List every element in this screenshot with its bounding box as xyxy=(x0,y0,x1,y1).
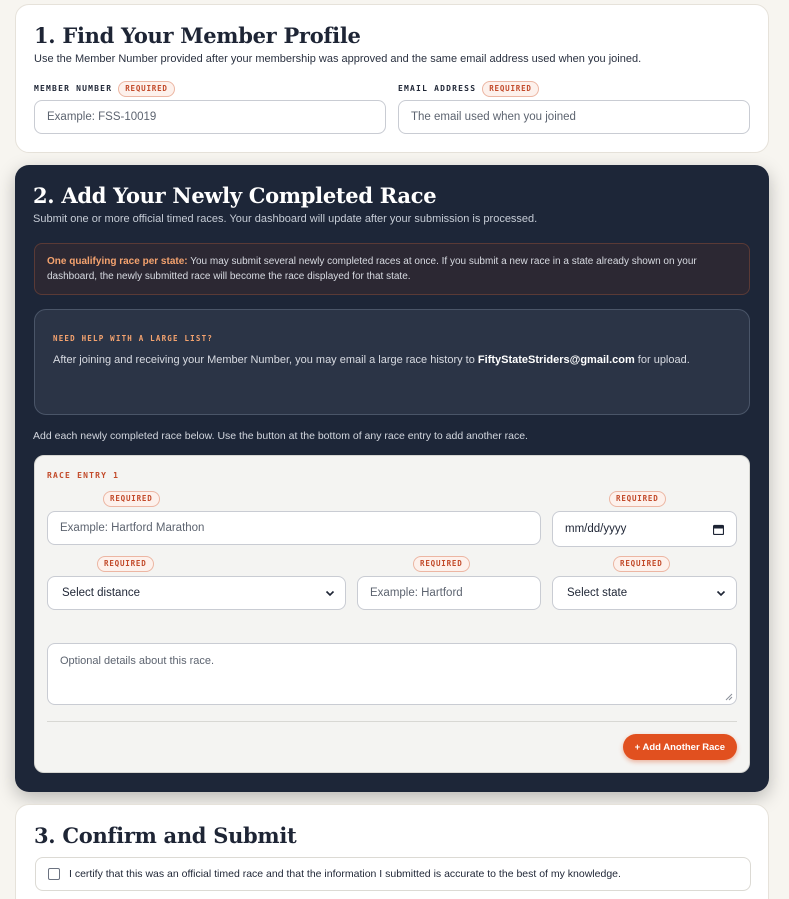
section-title-add-race: 2. Add Your Newly Completed Race xyxy=(33,183,437,208)
member-number-label-row xyxy=(34,81,175,97)
required-badge: REQUIRED xyxy=(413,556,470,572)
required-badge: REQUIRED xyxy=(613,556,670,572)
certify-text: I certify that this was an official timed race and that the information I submitted is accurate to the best of my knowledge. xyxy=(69,868,621,880)
add-another-race-button[interactable]: + Add Another Race xyxy=(623,734,737,760)
help-title: NEED HELP WITH A LARGE LIST? xyxy=(53,334,214,343)
race-instructions: Add each newly completed race below. Use the button at the bottom of any race entry to add another race. xyxy=(33,430,528,442)
certify-row[interactable] xyxy=(35,857,751,891)
required-badge: REQUIRED xyxy=(118,81,175,97)
add-race-section xyxy=(15,165,769,792)
section-title-confirm: 3. Confirm and Submit xyxy=(34,823,297,848)
required-badge: REQUIRED xyxy=(97,556,154,572)
help-email-link[interactable]: FiftyStateStriders@gmail.com xyxy=(477,354,635,366)
entry-divider xyxy=(47,721,737,722)
notice-box xyxy=(34,243,750,295)
member-profile-section xyxy=(15,4,769,153)
race-notes-textarea[interactable] xyxy=(47,643,737,705)
chevron-down-icon xyxy=(716,588,726,598)
race-date-placeholder: mm/dd/yyyy xyxy=(565,523,627,535)
distance-value: Select distance xyxy=(62,587,140,599)
notice-strong: One qualifying race per state: xyxy=(47,256,188,267)
email-label-row xyxy=(398,81,539,97)
required-badge: REQUIRED xyxy=(103,491,160,507)
race-name-input[interactable]: Example: Hartford Marathon xyxy=(47,511,541,545)
chevron-down-icon xyxy=(325,588,335,598)
help-box xyxy=(34,309,750,415)
email-label: EMAIL ADDRESS xyxy=(398,84,477,94)
help-text xyxy=(53,351,731,369)
required-badge: REQUIRED xyxy=(609,491,666,507)
race-entry-card xyxy=(34,455,750,773)
resize-handle-icon[interactable] xyxy=(725,693,733,701)
member-number-input[interactable]: Example: FSS-10019 xyxy=(34,100,386,134)
member-number-label: MEMBER NUMBER xyxy=(34,84,113,94)
calendar-icon[interactable] xyxy=(713,524,724,535)
email-input[interactable]: The email used when you joined xyxy=(398,100,750,134)
race-date-input[interactable] xyxy=(552,511,737,547)
help-text-after: for upload. xyxy=(634,354,690,366)
help-text-before: After joining and receiving your Member Number, you may email a large race history to xyxy=(53,354,478,366)
state-select[interactable] xyxy=(552,576,737,610)
confirm-submit-section xyxy=(15,804,769,899)
section-subtitle: Submit one or more official timed races. Your dashboard will update after your submission is processed. xyxy=(33,213,538,225)
race-entry-title: RACE ENTRY 1 xyxy=(47,471,120,480)
certify-checkbox[interactable] xyxy=(48,868,60,880)
distance-select[interactable] xyxy=(47,576,346,610)
state-value: Select state xyxy=(567,587,628,599)
section-title-member-profile: 1. Find Your Member Profile xyxy=(34,23,361,48)
section-subtitle: Use the Member Number provided after your membership was approved and the same email address used when you joined. xyxy=(34,53,642,65)
race-notes-placeholder: Optional details about this race. xyxy=(60,655,215,667)
notice-text: You may submit several newly completed races at once. If you submit a new race in a state already shown on your dashboard, the newly submitted race will become the race displayed for that state. xyxy=(47,256,697,282)
race-city-input[interactable]: Example: Hartford xyxy=(357,576,541,610)
required-badge: REQUIRED xyxy=(482,81,539,97)
